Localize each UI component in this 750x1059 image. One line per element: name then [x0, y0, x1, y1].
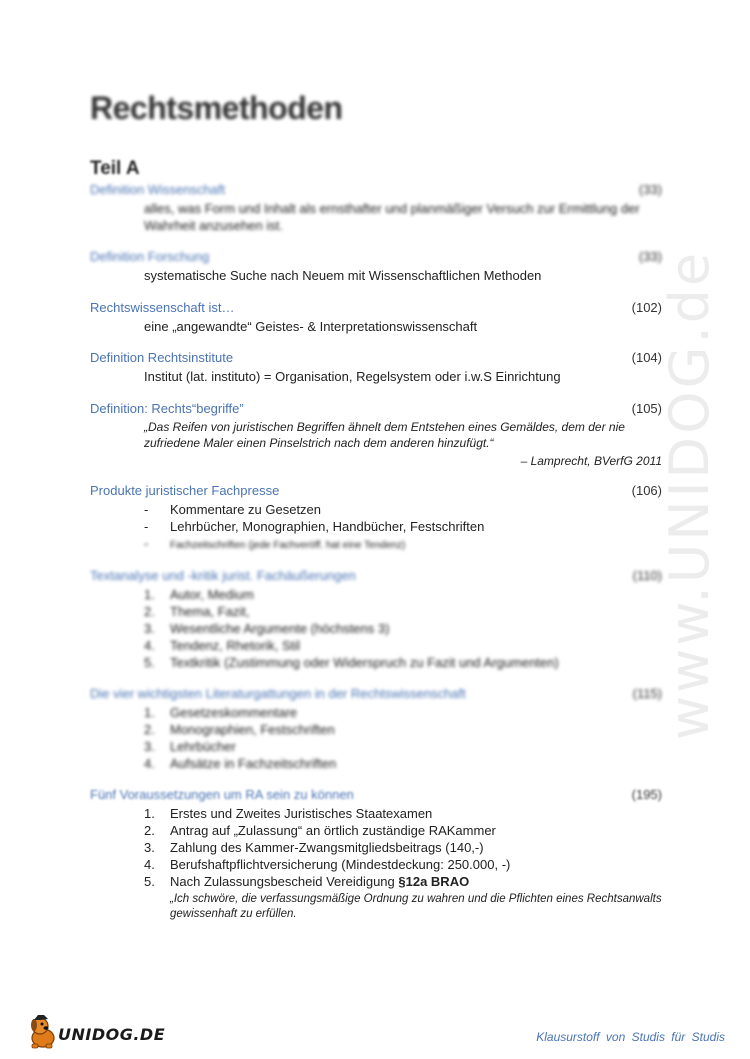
list-item: 3. Wesentliche Argumente (höchstens 3) — [144, 621, 390, 636]
entry-definition: systematische Suche nach Neuem mit Wissenschaftlichen Methoden — [144, 268, 542, 283]
page-reference: (105) — [631, 401, 662, 416]
list-item: 5. Textkritik (Zustimmung oder Widerspruch zu Fazit und Argumenten) — [144, 655, 559, 670]
watermark: www.UNIDOG.de — [658, 249, 721, 740]
page-reference: (102) — [631, 300, 662, 315]
entry-literaturgattungen — [90, 686, 662, 772]
list-item: 3. Lehrbücher — [144, 739, 236, 754]
dog-mascot-icon — [26, 1013, 60, 1049]
literaturgattungen-list — [144, 704, 662, 772]
page-reference: (33) — [638, 249, 662, 264]
page-reference: (110) — [632, 568, 662, 583]
entry-rechtsinstitute — [90, 350, 662, 385]
entry-heading: Definition Rechtsinstitute — [90, 350, 234, 365]
quote-text: „Das Reifen von juristischen Begriffen ähnelt dem Entstehen eines Gemäldes, dem der nie zufriedene Maler einen Pinselstrich nach dem anderen hinzufügt.“ — [144, 420, 625, 450]
list-item: 1. Gesetzeskommentare — [144, 705, 298, 720]
entry-definition: alles, was Form und Inhalt als ernsthafter und planmäßiger Versuch zur Ermittlung der Wahrheit anzusehen ist. — [144, 201, 640, 233]
list-item: 3. Zahlung des Kammer-Zwangsmitgliedsbeitrags (140,-) — [144, 840, 484, 855]
list-item: 2. Thema, Fazit, — [144, 604, 250, 619]
entry-fachpresse — [90, 483, 662, 554]
page-reference: (106) — [631, 483, 662, 498]
textanalyse-list — [144, 586, 662, 671]
page-reference: (115) — [632, 686, 662, 701]
unidog-logo[interactable] — [26, 1013, 166, 1049]
entry-heading: Fünf Voraussetzungen um RA sein zu können — [90, 787, 354, 802]
entry-heading: Definition Wissenschaft — [90, 182, 226, 197]
list-item: 4. Aufsätze in Fachzeitschriften — [144, 756, 337, 771]
list-item: 2. Antrag auf „Zulassung“ an örtlich zuständige RAKammer — [144, 823, 496, 838]
entry-voraussetzungen — [90, 787, 662, 922]
entry-forschung — [90, 249, 662, 284]
entry-rechtsbegriffe — [90, 401, 662, 468]
entry-heading: Produkte juristischer Fachpresse — [90, 483, 280, 498]
list-item: 4. Berufshaftpflichtversicherung (Mindestdeckung: 250.000, -) — [144, 857, 511, 872]
list-item: 4. Tendenz, Rhetorik, Stil — [144, 638, 301, 653]
entry-heading: Definition Forschung — [90, 249, 210, 264]
document-title: Rechtsmethoden — [90, 90, 343, 126]
list-item: 1. Autor, Medium — [144, 587, 254, 602]
list-item: 2. Monographien, Festschriften — [144, 722, 335, 737]
list-item: - Fachzeitschriften (jede Fachveröff. hat eine Tendenz) — [144, 536, 406, 551]
list-item: - Kommentare zu Gesetzen — [144, 502, 322, 517]
list-item: 5. Nach Zulassungsbescheid Vereidigung §12a BRAO „Ich schwöre, die verfassungsmäßige Ordnung zu wahren und die Pflichten eines Rechtsanwalts gewissenhaft zu erfüllen. — [144, 874, 662, 920]
footer-tagline: Klausurstoff von Studis für Studis — [536, 1030, 725, 1044]
part-heading: Teil A — [90, 158, 140, 179]
voraussetzungen-list — [144, 805, 662, 922]
brao-reference: §12a BRAO — [398, 874, 470, 889]
page-reference: (195) — [631, 787, 662, 802]
list-item: 1. Erstes und Zweites Juristisches Staatexamen — [144, 806, 433, 821]
oath-quote: „Ich schwöre, die verfassungsmäßige Ordnung zu wahren und die Pflichten eines Rechtsanwalts gewissenhaft zu erfüllen. — [170, 893, 662, 920]
entry-wissenschaft — [90, 182, 662, 234]
entry-heading: Definition: Rechts“begriffe” — [90, 401, 244, 416]
list-item: - Lehrbücher, Monographien, Handbücher, Festschriften — [144, 519, 485, 534]
entry-rechtswissenschaft — [90, 300, 662, 335]
entry-definition: Institut (lat. instituto) = Organisation, Regelsystem oder i.w.S Einrichtung — [144, 369, 561, 384]
quote-author: – Lamprecht, BVerfG 2011 — [520, 454, 662, 468]
entry-textanalyse — [90, 568, 662, 671]
logo-text: UNIDOG.DE — [58, 1025, 166, 1044]
entry-heading: Die vier wichtigsten Literaturgattungen in der Rechtswissenschaft — [90, 686, 466, 701]
entry-heading: Textanalyse und -kritik jurist. Fachäußerungen — [90, 568, 356, 583]
entry-heading: Rechtswissenschaft ist… — [90, 300, 235, 315]
entry-definition: eine „angewandte“ Geistes- & Interpretationswissenschaft — [144, 319, 478, 334]
fachpresse-list — [144, 501, 662, 554]
page-reference: (104) — [631, 350, 662, 365]
page-reference: (33) — [638, 182, 662, 197]
